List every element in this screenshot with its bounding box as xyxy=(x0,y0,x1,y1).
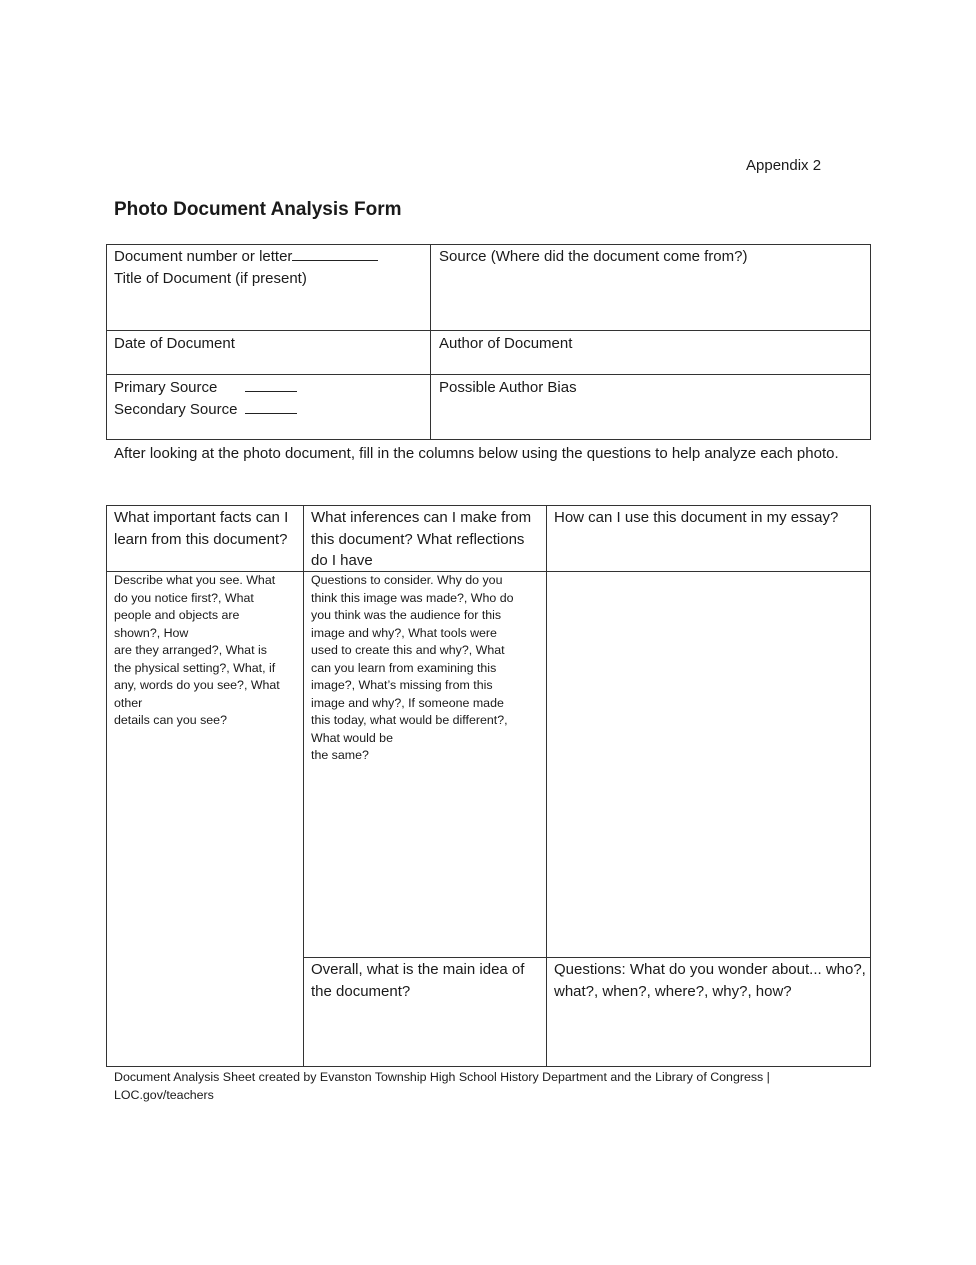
inferences-prompt-line: What would be xyxy=(311,730,393,745)
inferences-prompt-line: you think was the audience for this xyxy=(311,608,502,622)
facts-prompt-line: are they arranged?, What is xyxy=(114,643,267,657)
facts-prompt-line: Describe what you see. What xyxy=(114,573,276,587)
inferences-prompt-line: image?, What’s missing from this xyxy=(311,678,493,692)
facts-prompt-line: people and objects are xyxy=(114,608,240,622)
inferences-header: What inferences can I make from this document? What reflections do I have xyxy=(311,509,532,569)
source-type-cell xyxy=(114,377,424,420)
appendix-label: Appendix 2 xyxy=(746,157,822,174)
doc-number-cell xyxy=(114,246,424,289)
doc-number-label: Document number or letter xyxy=(114,248,293,265)
facts-header: What important facts can I learn from this document? xyxy=(114,509,289,548)
page-title: Photo Document Analysis Form xyxy=(114,199,402,220)
inferences-prompt-line: image and why?, What tools were xyxy=(311,625,497,640)
inferences-prompt-line: image and why?, If someone made xyxy=(311,695,504,710)
footer-credit: Document Analysis Sheet created by Evanston Township High School History Department and the Library of Congress | LOC.gov/teachers xyxy=(114,1070,770,1102)
date-label: Date of Document xyxy=(114,335,235,352)
doc-number-blank[interactable] xyxy=(292,247,378,261)
secondary-source-blank[interactable] xyxy=(245,400,297,414)
facts-prompt-line: shown?, How xyxy=(114,625,189,640)
inferences-prompt-line: think this image was made?, Who do xyxy=(311,590,514,605)
bias-label: Possible Author Bias xyxy=(439,379,577,396)
facts-prompt-line: any, words do you see?, What xyxy=(114,678,280,692)
questions-label: Questions: What do you wonder about... who?, what?, when?, where?, why?, how? xyxy=(554,961,866,1000)
author-label: Author of Document xyxy=(439,335,573,352)
inferences-prompt-line: the same? xyxy=(311,748,369,762)
secondary-source-label: Secondary Source xyxy=(114,400,238,418)
inferences-prompts xyxy=(311,572,545,765)
facts-prompt-line: details can you see? xyxy=(114,713,227,727)
primary-source-label: Primary Source xyxy=(114,379,218,396)
inferences-prompt-line: can you learn from examining this xyxy=(311,660,497,675)
main-idea-label: Overall, what is the main idea of the document? xyxy=(311,961,525,1000)
primary-source-blank[interactable] xyxy=(245,378,297,392)
inferences-prompt-line: this today, what would be different?, xyxy=(311,713,508,727)
facts-prompt-line: do you notice first?, What xyxy=(114,590,254,605)
doc-title-label: Title of Document (if present) xyxy=(114,269,307,287)
inferences-prompt-line: used to create this and why?, What xyxy=(311,643,505,657)
instructions: After looking at the photo document, fill in the columns below using the questions to help analyze each photo. xyxy=(114,445,839,462)
essay-use-header: How can I use this document in my essay? xyxy=(554,509,839,526)
facts-prompt-line: other xyxy=(114,695,143,710)
inferences-prompt-line: Questions to consider. Why do you xyxy=(311,573,503,587)
facts-prompt-line: the physical setting?, What, if xyxy=(114,660,276,675)
source-label: Source (Where did the document come from?) xyxy=(439,248,748,265)
facts-prompts xyxy=(114,572,302,730)
